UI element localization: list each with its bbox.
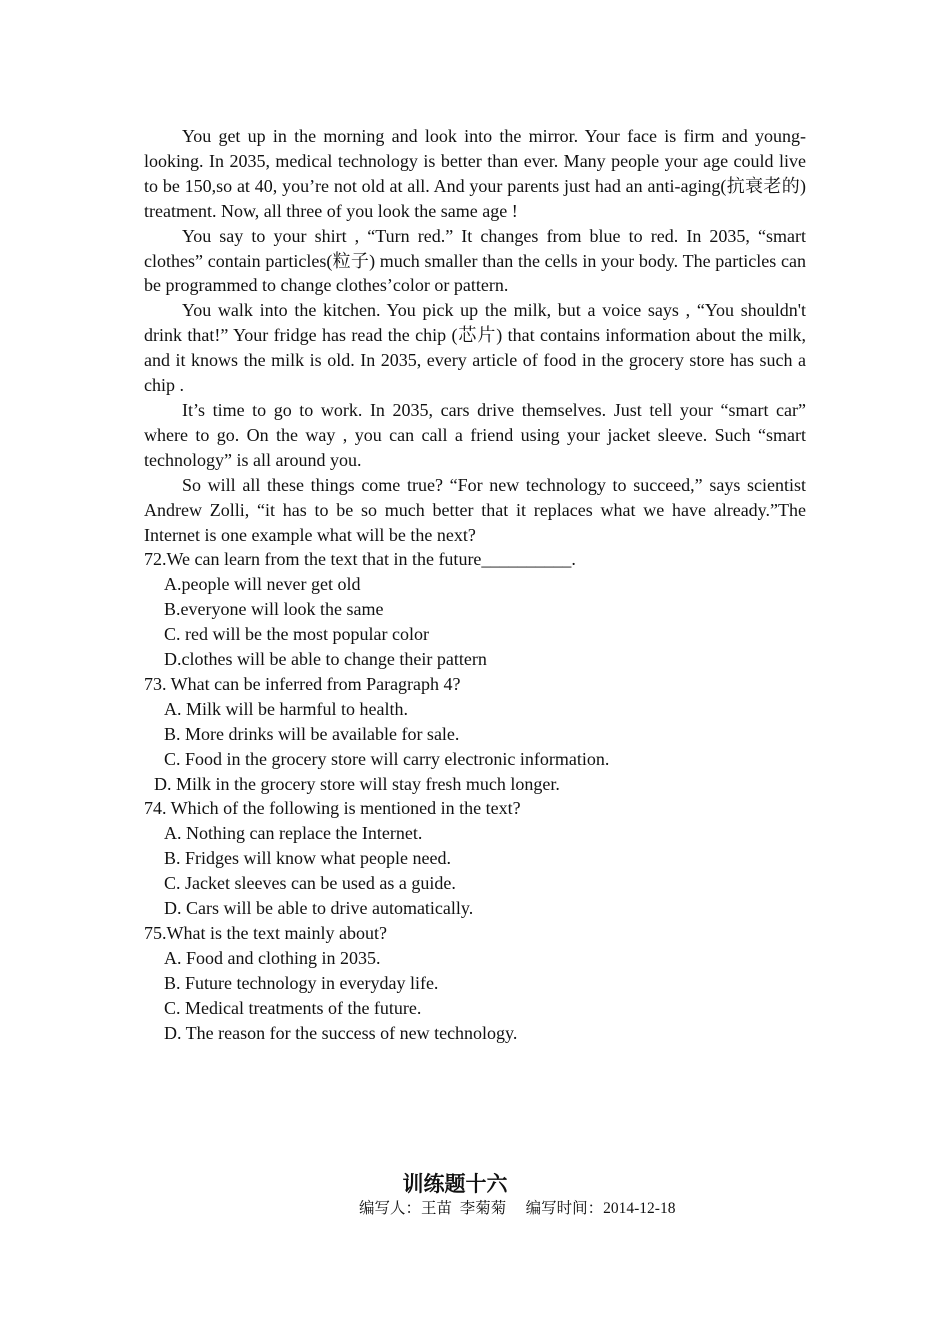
passage-paragraph-5: So will all these things come true? “For new technology to succeed,” says scientist Andrew Zolli, “it has to be so much better that it replaces what we have already.”The Internet is one example what will be the next?	[144, 474, 806, 545]
option-a: A. Nothing can replace the Internet.	[164, 823, 423, 844]
passage-paragraph-1: You get up in the morning and look into the mirror. Your face is firm and young-looking. In 2035, medical technology is better than ever. Many people your age could live to be 150,so at 40, you’re not old at all. And your parents just had an anti-aging(抗衰老的) treatment. Now, all three of you look the same age !	[144, 126, 806, 221]
exercise-title: 训练题十六	[402, 1172, 508, 1196]
option-c: C. Jacket sleeves can be used as a guide.	[164, 873, 456, 894]
option-d: D. Milk in the grocery store will stay fresh much longer.	[154, 773, 560, 794]
question-stem: 74. Which of the following is mentioned in the text?	[144, 798, 521, 819]
question-stem: 72.We can learn from the text that in the future__________.	[144, 549, 576, 570]
option-b: B. Fridges will know what people need.	[164, 848, 451, 869]
option-c: C. Food in the grocery store will carry electronic information.	[164, 748, 610, 769]
option-c: C. Medical treatments of the future.	[164, 997, 422, 1018]
option-d: D. The reason for the success of new technology.	[164, 1022, 518, 1043]
passage-paragraph-3: You walk into the kitchen. You pick up the milk, but a voice says , “You shouldn't drink that!” Your fridge has read the chip (芯片) that contains information about the milk, and it knows the milk is old. In 2035, every article of food in the grocery store has such a chip .	[144, 300, 806, 396]
option-b: B. Future technology in everyday life.	[164, 972, 439, 993]
option-a: A. Food and clothing in 2035.	[164, 947, 381, 968]
option-a: A. Milk will be harmful to health.	[164, 698, 408, 719]
document-body	[144, 124, 806, 1046]
option-a: A.people will never get old	[164, 574, 361, 595]
option-b: B.everyone will look the same	[164, 599, 384, 620]
question-73	[144, 672, 806, 797]
option-d: D. Cars will be able to drive automatically.	[164, 898, 474, 919]
option-b: B. More drinks will be available for sale.	[164, 723, 460, 744]
question-72	[144, 547, 806, 672]
option-c: C. red will be the most popular color	[164, 624, 429, 645]
passage-paragraph-2: You say to your shirt , “Turn red.” It changes from blue to red. In 2035, “smart clothes” contain particles(粒子) much smaller than the cells in your body. The particles can be programmed to change clothes’color or pattern.	[144, 225, 806, 296]
question-stem: 75.What is the text mainly about?	[144, 923, 387, 943]
author-date-line: 编写人：王苗 李菊菊 编写时间：2014-12-18	[359, 1200, 676, 1217]
question-stem: 73. What can be inferred from Paragraph 4?	[144, 673, 461, 694]
passage-paragraph-4: It’s time to go to work. In 2035, cars drive themselves. Just tell your “smart car” where to go. On the way , you can call a friend using your jacket sleeve. Such “smart technology” is all around you.	[144, 399, 806, 470]
option-d: D.clothes will be able to change their pattern	[164, 649, 487, 670]
question-75	[144, 921, 806, 1046]
question-74	[144, 796, 806, 921]
